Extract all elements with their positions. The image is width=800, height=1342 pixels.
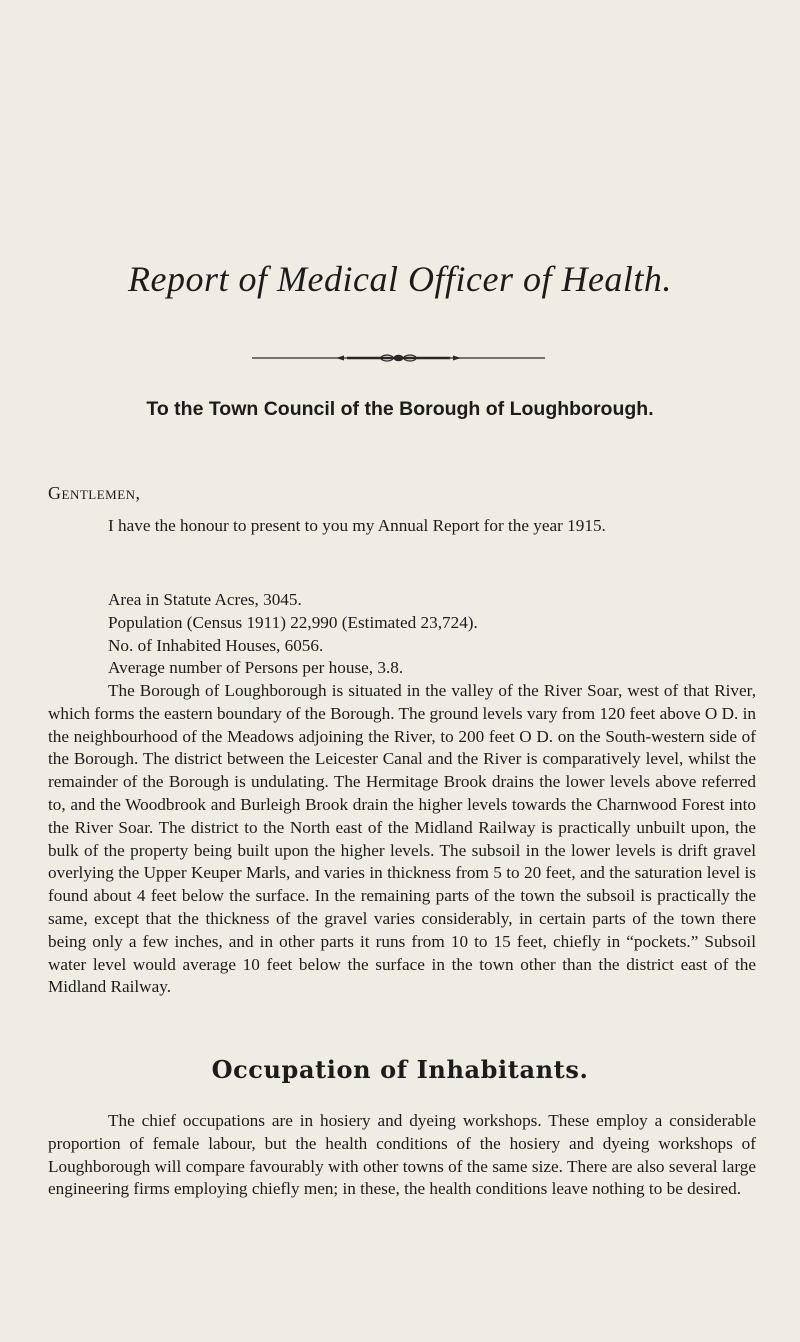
occupation-paragraph: The chief occupations are in hosiery and dyeing workshops. These employ a considerable proportion of female labour, but the health conditions of the hosiery and dyeing workshops of Loughborough will compare favourably with other towns of the same size. There are also several large engineering firms employing chiefly men; in these, the health conditions leave nothing to be desired.	[48, 1111, 756, 1199]
salutation: Gentlemen,	[48, 483, 141, 503]
ornamental-rule	[252, 354, 545, 362]
stat-persons-per-house: Average number of Persons per house, 3.8.	[108, 658, 404, 678]
borough-description-paragraph: The Borough of Loughborough is situated in the valley of the River Soar, west of that River, which forms the eastern boundary of the Borough. The ground levels vary from 120 feet above O D. in the neighbourhood of the Meadows adjoining the River, to 200 feet O D. on the South-western side of the Borough. The district between the Leicester Canal and the River is comparatively level, whilst the remainder of the Borough is undulating. The Hermitage Brook drains the lower levels above referred to, and the Woodbrook and Burleigh Brook drain the higher levels towards the Charnwood Forest into the River Soar. The district to the North east of the Midland Railway is practically unbuilt upon, the bulk of the property being built upon the higher levels. The subsoil in the lower levels is drift gravel overlying the Upper Keuper Marls, and varies in thickness from 5 to 20 feet, and the saturation level is found about 4 feet below the surface. In the remaining parts of the town the subsoil is practically the same, except that the thickness of the gravel varies considerably, in certain parts of the town there being only a few inches, and in other parts it runs from 10 to 15 feet, chiefly in “pockets.” Subsoil water level would average 10 feet below the surface in the town other than the district east of the Midland Railway.	[48, 681, 757, 997]
report-title: Report of Medical Officer of Health.	[128, 259, 672, 299]
occupation-heading: Occupation of Inhabitants.	[211, 1055, 589, 1084]
stat-population: Population (Census 1911) 22,990 (Estimated 23,724).	[108, 612, 478, 632]
intro-paragraph: I have the honour to present to you my Annual Report for the year 1915.	[108, 516, 606, 535]
stat-area: Area in Statute Acres, 3045.	[108, 590, 302, 609]
address-heading: To the Town Council of the Borough of Loughborough.	[146, 398, 654, 420]
stat-houses: No. of Inhabited Houses, 6056.	[108, 635, 324, 655]
statistics-list	[108, 589, 478, 680]
